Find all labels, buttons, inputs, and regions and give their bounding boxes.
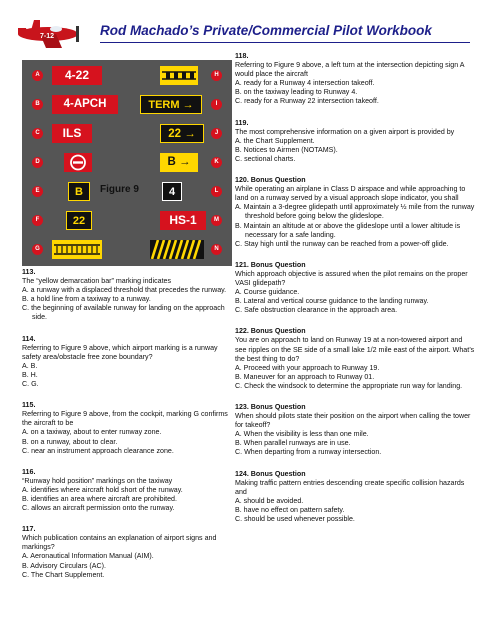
question-block <box>235 470 475 525</box>
question-number: 122. Bonus Question <box>235 327 306 336</box>
question-stem: “Runway hold position” markings on the taxiway <box>22 476 173 485</box>
question-number: 123. Bonus Question <box>235 403 306 411</box>
question-number: 115. <box>22 401 36 410</box>
answer-option: C. near an instrument approach clearance zone. <box>22 446 174 455</box>
figure-9-airport-signs <box>22 60 232 266</box>
label-circle-g: G <box>32 244 43 255</box>
figure-label: Figure 9 <box>100 184 139 195</box>
answer-option: C. The Chart Supplement. <box>22 570 105 579</box>
figure-row-b <box>22 92 232 118</box>
figure-row-e <box>22 179 232 205</box>
book-title: Rod Machado’s Private/Commercial Pilot Workbook <box>100 23 432 38</box>
answer-option: C. G. <box>22 380 39 389</box>
sign-i-terminal-direction: TERM → <box>140 95 202 114</box>
answer-option: C. ready for a Runway 22 intersection takeoff. <box>235 97 379 106</box>
answer-option: C. should be used whenever possible. <box>235 515 355 524</box>
answer-option: C. Check the windsock to determine the appropriate run way for landing. <box>235 381 463 390</box>
question-block <box>235 52 475 107</box>
figure-row-f <box>22 208 232 234</box>
figure-row-a <box>22 63 232 89</box>
answer-option: B. When parallel runways are in use. <box>235 439 351 448</box>
answer-option: A. ready for a Runway 4 intersection takeoff. <box>235 79 375 88</box>
question-stem: Making traffic pattern entries descending create specific collision hazards and <box>235 478 465 496</box>
question-number: 118. <box>235 52 249 60</box>
answer-option: C. Stay high until the runway can be reached from a power-off glide. <box>235 239 449 248</box>
answer-option: A. a runway with a displaced threshold that precedes the runway. <box>22 286 227 295</box>
question-block <box>22 268 235 323</box>
sign-g-runway-boundary <box>52 240 102 259</box>
question-stem: The “yellow demarcation bar” marking indicates <box>22 277 172 286</box>
answer-option: B. identifies an area where aircraft are prohibited. <box>22 494 177 503</box>
sign-a-runway-4-22: 4-22 <box>52 66 102 85</box>
label-circle-e: E <box>32 186 43 197</box>
page-header <box>0 0 480 60</box>
sign-d-no-entry <box>64 153 92 172</box>
questions-left-column <box>22 268 235 592</box>
question-stem: You are on approach to land on Runway 19 at a non-towered airport and see ripples on the SE side of a small lake 1/2 mile east of the airport. What’s the best thing to do? <box>235 336 475 363</box>
answer-option: C. the beginning of available runway for landing on the approach side. <box>22 304 225 322</box>
question-block <box>22 401 235 456</box>
answer-option: B. on the taxiway leading to Runway 4. <box>235 88 358 97</box>
question-number: 117. <box>22 525 36 534</box>
label-circle-j: J <box>211 128 222 139</box>
sign-c-ils-critical-area: ILS <box>52 124 92 143</box>
answer-option: A. When the visibility is less than one mile. <box>235 430 369 439</box>
question-block <box>22 335 235 390</box>
sign-m-holding-position: HS-1 <box>160 211 206 230</box>
answer-option: B. H. <box>22 370 38 379</box>
question-stem: Referring to Figure 9 above, a left turn at the intersection depicting sign A would place the aircraft <box>235 61 465 79</box>
sign-k-taxiway-direction: B → <box>160 153 198 172</box>
question-number: 120. Bonus Question <box>235 176 306 185</box>
answer-option: A. should be avoided. <box>235 496 304 505</box>
label-circle-i: I <box>211 99 222 110</box>
question-block <box>235 327 475 391</box>
answer-option: B. a hold line from a taxiway to a runway. <box>22 295 151 304</box>
label-circle-f: F <box>32 215 43 226</box>
answer-option: B. on a runway, about to clear. <box>22 437 118 446</box>
answer-option: B. Maintain an altitude at or above the glideslope until a lower altitude is necessary for a safe landing. <box>235 221 461 239</box>
question-stem: When should pilots state their position on the airport when calling the tower for takeoff? <box>235 412 471 430</box>
answer-option: A. on a taxiway, about to enter runway zone. <box>22 428 162 437</box>
figure-row-d <box>22 150 232 176</box>
answer-option: B. Advisory Circulars (AC). <box>22 561 106 570</box>
sign-l-runway-distance-remaining: 4 <box>162 182 182 201</box>
answer-option: C. Safe obstruction clearance in the approach area. <box>235 306 398 315</box>
answer-option: A. identifies where aircraft hold short of the runway. <box>22 485 183 494</box>
label-circle-n: N <box>211 244 222 255</box>
header-rule <box>100 42 470 43</box>
sign-j-runway-direction: 22 → <box>160 124 204 143</box>
question-block <box>235 176 475 249</box>
question-block <box>22 525 235 580</box>
plane-number: 7-12 <box>40 33 55 40</box>
answer-option: A. Proceed with your approach to Runway 19. <box>235 363 380 372</box>
answer-option: C. allows an aircraft permission onto the runway. <box>22 504 175 513</box>
airplane-logo-icon <box>10 14 86 52</box>
question-block <box>22 468 235 513</box>
label-circle-d: D <box>32 157 43 168</box>
answer-option: B. have no effect on pattern safety. <box>235 505 345 514</box>
answer-option: B. Notices to Airmen (NOTAMS). <box>235 145 338 154</box>
question-block <box>235 261 475 316</box>
answer-option: A. the Chart Supplement. <box>235 136 315 145</box>
label-circle-l: L <box>211 186 222 197</box>
question-stem: While operating an airplane in Class D airspace and while approaching to land on a runway served by a visual approach slope indicator, you shall <box>235 185 466 203</box>
label-circle-a: A <box>32 70 43 81</box>
sign-n-ils-boundary <box>150 240 204 259</box>
question-stem: The most comprehensive information on a given airport is provided by <box>235 127 455 136</box>
question-stem: Referring to Figure 9 above, which airport marking is a runway safety area/obstacle free zone boundary? <box>22 343 218 361</box>
question-stem: Referring to Figure 9 above, from the cockpit, marking G confirms the aircraft to be <box>22 410 228 428</box>
question-block <box>235 119 475 164</box>
sign-h-ils-critical-area-boundary <box>160 66 198 85</box>
question-block <box>235 403 475 458</box>
figure-row-g <box>22 237 232 263</box>
answer-option: B. Lateral and vertical course guidance to the landing runway. <box>235 297 429 306</box>
question-number: 113. <box>22 268 36 276</box>
questions-right-column <box>235 52 475 536</box>
question-number: 114. <box>22 334 36 343</box>
question-number: 124. Bonus Question <box>235 469 306 478</box>
label-circle-h: H <box>211 70 222 81</box>
label-circle-m: M <box>211 215 222 226</box>
answer-option: C. When departing from a runway intersection. <box>235 448 382 457</box>
label-circle-c: C <box>32 128 43 139</box>
question-stem: Which approach objective is assured when the pilot remains on the proper VASI glidepath? <box>235 269 468 287</box>
question-number: 121. Bonus Question <box>235 260 306 269</box>
sign-e-taxiway-location: B <box>68 182 90 201</box>
answer-option: C. sectional charts. <box>235 154 296 163</box>
question-stem: Which publication contains an explanation of airport signs and markings? <box>22 534 217 552</box>
answer-option: A. B. <box>22 361 38 370</box>
sign-b-approach-hold: 4-APCH <box>52 95 118 114</box>
label-circle-b: B <box>32 99 43 110</box>
answer-option: A. Maintain a 3-degree glidepath until approximately ½ mile from the runway threshold before going below the glideslope. <box>235 203 475 221</box>
question-number: 119. <box>235 118 249 127</box>
answer-option: B. Maneuver for an approach to Runway 01. <box>235 372 375 381</box>
answer-option: A. Course guidance. <box>235 288 300 297</box>
answer-option: A. Aeronautical Information Manual (AIM). <box>22 552 154 561</box>
label-circle-k: K <box>211 157 222 168</box>
figure-row-c <box>22 121 232 147</box>
question-number: 116. <box>22 467 36 476</box>
sign-f-runway-location: 22 <box>66 211 92 230</box>
